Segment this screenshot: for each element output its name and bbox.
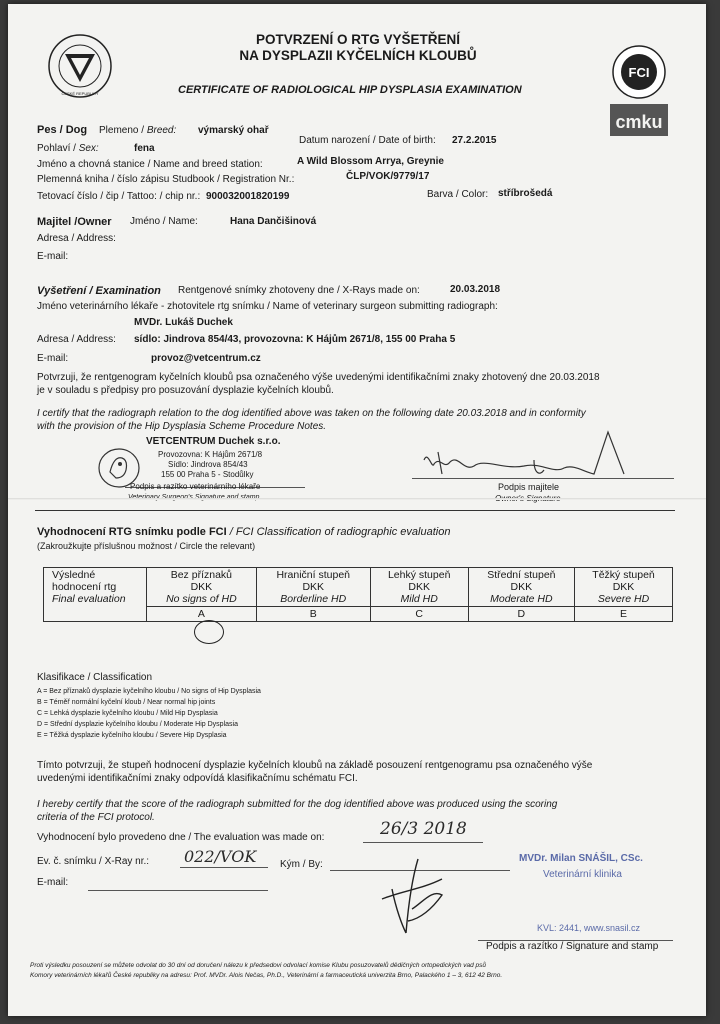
vet-email-label: E-mail: bbox=[37, 353, 69, 364]
classification-title: Vyhodnocení RTG snímku podle FCI / FCI Classification of radiographic evaluation bbox=[37, 526, 451, 538]
xray-nr-label: Ev. č. snímku / X-Ray nr.: bbox=[37, 856, 150, 867]
exam-confirm-en-1: I certify that the radiograph relation to the dog identified above was taken on the following date 20.03.2018 and in conformity bbox=[37, 408, 586, 419]
owner-signature bbox=[414, 430, 634, 490]
dog-section-label: Pes / Dog bbox=[37, 124, 88, 136]
sex-value: fena bbox=[134, 143, 155, 154]
xray-date-label: Rentgenové snímky zhotoveny dne / X-Rays made on: bbox=[178, 285, 420, 296]
svg-text:ČESKÉ REPUBLIKY: ČESKÉ REPUBLIKY bbox=[61, 91, 99, 96]
breed-label: Plemeno / Breed: bbox=[99, 125, 177, 136]
title-english: CERTIFICATE OF RADIOLOGICAL HIP DYSPLASIA EXAMINATION bbox=[178, 84, 522, 96]
legend-item-c: C = Lehká dysplazie kyčelního kloubu / Mild Hip Dysplasia bbox=[37, 710, 218, 717]
footer-line-1: Proti výsledku posouzení se můžete odvolat do 30 dní od doručení nálezu k předsedovi odvolací komise Klubu posuzovatelů dědičných ortopedických vad psů bbox=[30, 962, 486, 969]
vet-stamp-line-1: Provozovna: K Hájům 2671/8 bbox=[158, 450, 263, 459]
legend-title: Klasifikace / Classification bbox=[37, 672, 153, 683]
final-confirm-en-2: criteria of the FCI protocol. bbox=[37, 812, 155, 823]
fci-cmku-logo bbox=[606, 44, 672, 142]
owner-section-label: Majitel /Owner bbox=[37, 216, 112, 228]
title-line-1: POTVRZENÍ O RTG VYŠETŘENÍ bbox=[255, 32, 461, 47]
classification-subtitle: (Zakroužkujte příslušnou možnost / Circle the relevant) bbox=[37, 541, 256, 551]
legend-item-d: D = Střední dysplazie kyčelního kloubu / Moderate Hip Dysplasia bbox=[37, 721, 238, 728]
owner-email-label: E-mail: bbox=[37, 251, 69, 262]
evaluation-table bbox=[43, 567, 673, 622]
clinic-stamp bbox=[515, 847, 670, 939]
final-confirm-cz-1: Tímto potvrzuji, že stupeň hodnocení dysplazie kyčelních kloubů na základě posouzení rentgenogramu psa označeného výše bbox=[37, 760, 593, 771]
tattoo-value: 900032001820199 bbox=[206, 191, 290, 202]
legend-item-b: B = Téměř normální kyčelní kloub / Near normal hip joints bbox=[37, 699, 216, 706]
name-label: Jméno a chovná stanice / Name and breed station: bbox=[37, 159, 263, 170]
final-confirm-cz-2: uvedenými identifikačními znaky odpovídá klasifikačnímu schématu FCI. bbox=[37, 773, 358, 784]
vet-email-value: provoz@vetcentrum.cz bbox=[151, 353, 261, 364]
evaluation-row-label: Výsledné hodnocení rtg Final evaluation bbox=[44, 568, 147, 622]
grade-c-cell[interactable]: C bbox=[370, 607, 468, 622]
legend-item-a: A = Bez příznaků dysplazie kyčelního kloubu / No signs of Hip Dysplasia bbox=[37, 688, 261, 695]
owner-name-label: Jméno / Name: bbox=[130, 216, 198, 227]
color-label: Barva / Color: bbox=[427, 189, 489, 200]
eval-date-value: 26/3 2018 bbox=[380, 819, 467, 839]
club-logo bbox=[45, 32, 115, 100]
eval-date-label: Vyhodnocení bylo provedeno dne / The evaluation was made on: bbox=[37, 832, 325, 843]
vet-stamp-line-2: Sídlo: Jindrova 854/43 bbox=[168, 460, 248, 469]
grade-d-cell[interactable]: D bbox=[468, 607, 574, 622]
evaluator-signature bbox=[372, 849, 462, 939]
color-value: stříbrošedá bbox=[498, 188, 553, 199]
vet-name: MVDr. Lukáš Duchek bbox=[134, 317, 233, 328]
grade-a-header: Bez příznaků DKK No signs of HD bbox=[147, 568, 257, 607]
clinic-stamp-line-3: KVL: 2441, www.snasil.cz bbox=[537, 923, 641, 933]
certificate-page bbox=[8, 4, 706, 1016]
vet-address-label: Adresa / Address: bbox=[37, 334, 116, 345]
xray-nr-value: 022/VOK bbox=[184, 847, 257, 866]
vet-address-value: sídlo: Jindrova 854/43, provozovna: K Hájům 2671/8, 155 00 Praha 5 bbox=[134, 334, 456, 345]
studbook-value: ČLP/VOK/9779/17 bbox=[346, 171, 430, 182]
sex-label: Pohlaví / Sex: bbox=[37, 143, 99, 154]
owner-address-label: Adresa / Address: bbox=[37, 233, 116, 244]
dob-value: 27.2.2015 bbox=[452, 135, 497, 146]
breed-value: výmarský ohař bbox=[198, 125, 269, 136]
exam-confirm-en-2: with the provision of the Hip Dysplasia Scheme Procedure Notes. bbox=[37, 421, 327, 432]
svg-text:FCI: FCI bbox=[628, 65, 650, 80]
vet-stamp-name: VETCENTRUM Duchek s.r.o. bbox=[146, 436, 281, 447]
evaluation-grades-row bbox=[44, 568, 673, 607]
clinic-stamp-line-1: MVDr. Milan SNÁŠIL, CSc. bbox=[519, 853, 643, 864]
title-line-2: NA DYSPLAZII KYČELNÍCH KLOUBŮ bbox=[239, 48, 477, 63]
studbook-label: Plemenná kniha / číslo zápisu Studbook / Registration Nr.: bbox=[37, 174, 295, 185]
legend-item-e: E = Těžká dysplazie kyčelního kloubu / Severe Hip Dysplasia bbox=[37, 732, 227, 739]
final-confirm-en-1: I hereby certify that the score of the radiograph submitted for the dog identified above was produced using the scoring bbox=[37, 799, 558, 810]
grade-c-header: Lehký stupeň DKK Mild HD bbox=[370, 568, 468, 607]
vet-sig-label: Podpis a razítko veterinárního lékaře bbox=[130, 482, 261, 491]
by-label: Kým / By: bbox=[280, 859, 323, 870]
signature-stamp-label: Podpis a razítko / Signature and stamp bbox=[486, 941, 659, 952]
footer-line-2: Komory veterinárních lékařů České republiky na adresu: Prof. MVDr. Alois Nečas, Ph.D., Veterinární a farmaceutická univerzita Brno, Palackého 1 – 3, 612 42 Brno. bbox=[30, 972, 503, 979]
owner-name-value: Hana Dančišinová bbox=[230, 216, 317, 227]
final-email-label: E-mail: bbox=[37, 877, 69, 888]
grade-d-header: Střední stupeň DKK Moderate HD bbox=[468, 568, 574, 607]
name-value: A Wild Blossom Arrya, Greynie bbox=[297, 156, 444, 167]
grade-e-header: Těžký stupeň DKK Severe HD bbox=[575, 568, 673, 607]
exam-confirm-cz-1: Potvrzuji, že rentgenogram kyčelních kloubů psa označeného výše uvedenými identifikačními znaky zhotovený dne 20.03.2018 bbox=[37, 372, 600, 383]
grade-e-cell[interactable]: E bbox=[575, 607, 673, 622]
vet-stamp-line-3: 155 00 Praha 5 - Stodůlky bbox=[161, 470, 254, 479]
svg-text:cmku: cmku bbox=[615, 112, 663, 132]
grade-b-cell[interactable]: B bbox=[256, 607, 370, 622]
tattoo-label: Tetovací číslo / čip / Tattoo: / chip nr.: bbox=[37, 191, 201, 202]
xray-date-value: 20.03.2018 bbox=[450, 284, 501, 295]
paper-fold bbox=[8, 498, 706, 500]
owner-sig-label: Podpis majitele bbox=[498, 482, 560, 492]
selected-grade-circle bbox=[194, 620, 224, 644]
clinic-stamp-line-2: Veterinární klinika bbox=[543, 869, 622, 880]
dob-label: Datum narození / Date of birth: bbox=[299, 135, 436, 146]
grade-b-header: Hraniční stupeň DKK Borderline HD bbox=[256, 568, 370, 607]
exam-confirm-cz-2: je v souladu s předpisy pro posuzování dysplazie kyčelních kloubů. bbox=[37, 385, 334, 396]
exam-section-label: Vyšetření / Examination bbox=[37, 285, 161, 297]
vet-label: Jméno veterinárního lékaře - zhotovitele rtg snímku / Name of veterinary surgeon submitting radiograph: bbox=[37, 301, 498, 312]
grade-a-cell[interactable]: A bbox=[147, 607, 257, 622]
